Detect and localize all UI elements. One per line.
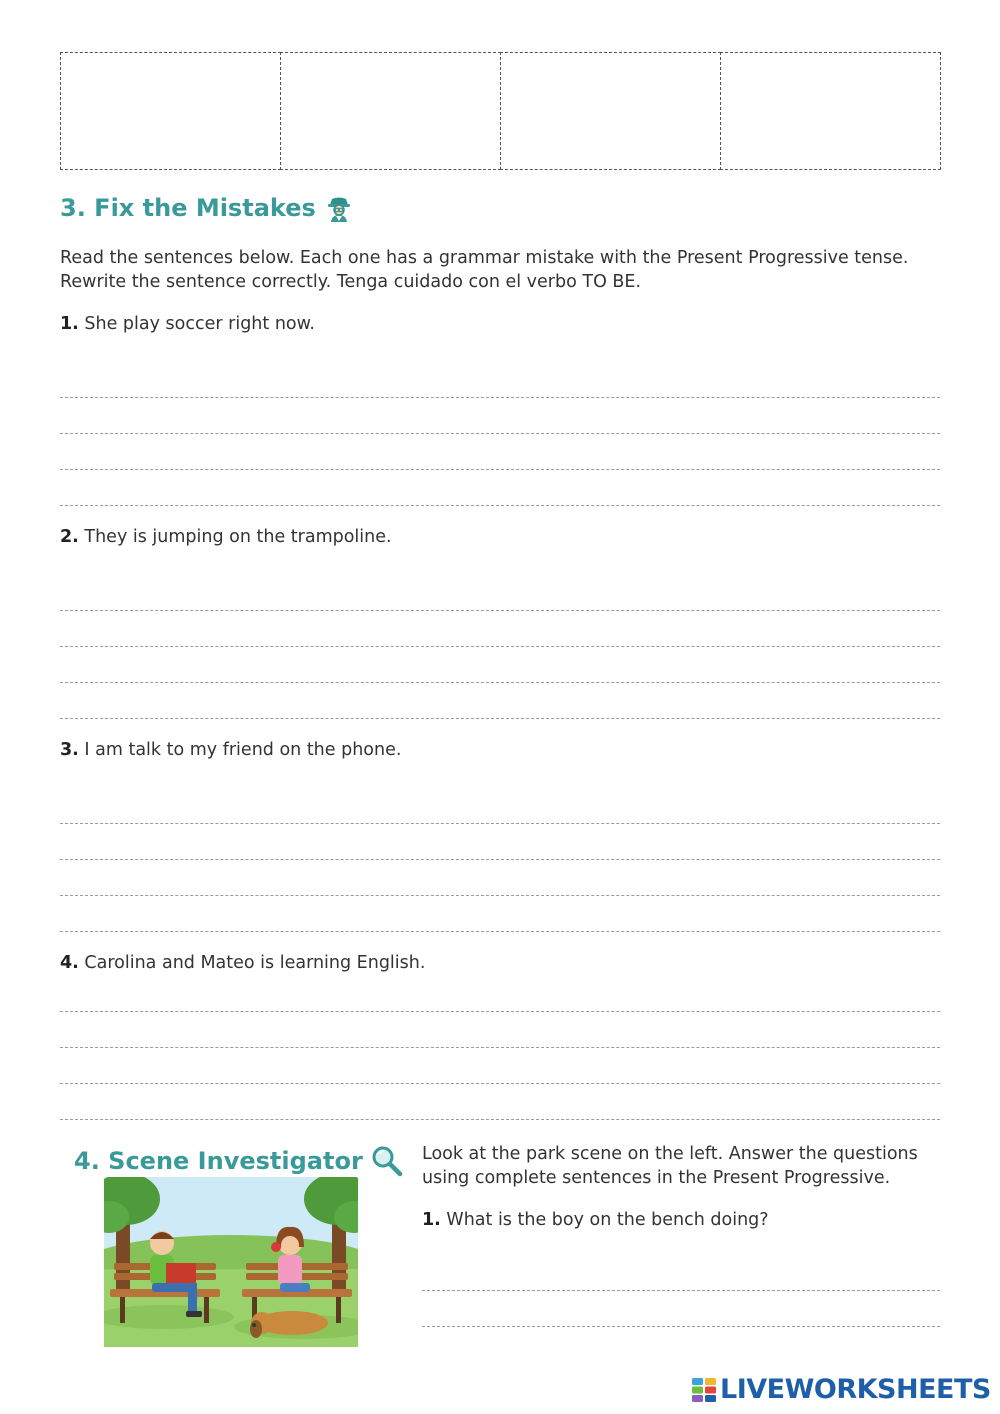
question-2-text: They is jumping on the trampoline.: [84, 527, 392, 547]
section-4-instructions: [422, 1142, 942, 1190]
park-scene-image: [104, 1177, 358, 1347]
answer-boxes: [60, 52, 941, 170]
section-3-title-text: 3. Fix the Mistakes: [60, 194, 316, 222]
question-4-text: Carolina and Mateo is learning English.: [84, 953, 426, 973]
section-4-instructions-line-2: using complete sentences in the Present Progressive.: [422, 1168, 891, 1188]
answer-box-2[interactable]: [280, 52, 501, 170]
answer-line[interactable]: [60, 505, 940, 506]
answer-box-1[interactable]: [60, 52, 281, 170]
question-1-text: She play soccer right now.: [84, 314, 315, 334]
answer-box-4[interactable]: [720, 52, 941, 170]
section-4-title-text: 4. Scene Investigator: [74, 1147, 363, 1175]
scene-question-1-number: 1.: [422, 1210, 441, 1230]
answer-line[interactable]: [60, 469, 940, 470]
section-3-title: [60, 193, 354, 223]
section-3-instructions-line-2: Rewrite the sentence correctly. Tenga cuidado con el verbo TO BE.: [60, 272, 642, 292]
detective-icon: [324, 193, 354, 223]
answer-line[interactable]: [60, 931, 940, 932]
liveworksheets-footer: [692, 1374, 991, 1405]
question-2-number: 2.: [60, 527, 79, 547]
question-2: [60, 527, 392, 547]
magnifying-glass-icon: [371, 1145, 403, 1177]
question-1-number: 1.: [60, 314, 79, 334]
question-3-text: I am talk to my friend on the phone.: [84, 740, 402, 760]
answer-line[interactable]: [60, 1047, 940, 1048]
answer-line[interactable]: [60, 823, 940, 824]
question-3-number: 3.: [60, 740, 79, 760]
answer-line[interactable]: [60, 646, 940, 647]
answer-line[interactable]: [60, 718, 940, 719]
answer-line[interactable]: [60, 433, 940, 434]
question-1: [60, 314, 315, 334]
answer-line[interactable]: [60, 859, 940, 860]
question-3: [60, 740, 401, 760]
section-3-instructions-line-1: Read the sentences below. Each one has a grammar mistake with the Present Progressive tense.: [60, 248, 909, 268]
section-3-instructions: [60, 246, 940, 294]
answer-line[interactable]: [60, 1011, 940, 1012]
section-4-instructions-line-1: Look at the park scene on the left. Answer the questions: [422, 1144, 918, 1164]
answer-line[interactable]: [422, 1290, 940, 1291]
answer-line[interactable]: [60, 895, 940, 896]
answer-line[interactable]: [60, 397, 940, 398]
liveworksheets-logo-icon: [692, 1378, 716, 1402]
answer-line[interactable]: [422, 1326, 940, 1327]
question-4: [60, 953, 425, 973]
answer-line[interactable]: [60, 682, 940, 683]
answer-line[interactable]: [60, 610, 940, 611]
question-4-number: 4.: [60, 953, 79, 973]
scene-question-1-text: What is the boy on the bench doing?: [446, 1210, 769, 1230]
answer-box-3[interactable]: [500, 52, 721, 170]
answer-line[interactable]: [60, 1083, 940, 1084]
scene-question-1: [422, 1210, 769, 1230]
section-4-title: [74, 1145, 403, 1177]
liveworksheets-brand: LIVEWORKSHEETS: [720, 1374, 991, 1405]
answer-line[interactable]: [60, 1119, 940, 1120]
